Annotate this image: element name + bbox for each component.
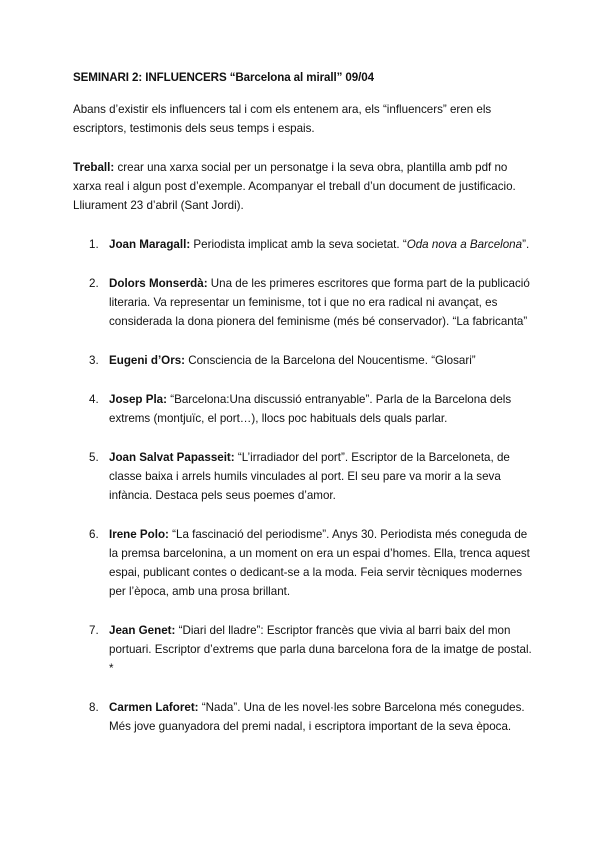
list-item-pla	[73, 390, 533, 428]
author-description: Una de les primeres escritores que forma part de la publicació literaria. Va representar un feminisme, tot i que no era radical ni avançat, es considerada la dona pionera del feminisme (més bé conservador). “La fabricanta”	[109, 277, 530, 328]
author-name: Eugeni d’Ors:	[109, 354, 186, 367]
list-item-papasseit	[73, 448, 533, 505]
list-number: 6.	[89, 528, 99, 541]
author-description: “Nada”. Una de les novel·les sobre Barcelona més conegudes. Més jove guanyadora del premi nadal, i escriptora important de la seva època.	[109, 701, 525, 733]
author-description: “Diari del lladre”: Escriptor francès que vivia al barri baix del mon portuari. Escriptor d’extrems que parla duna barcelona fora de la imatge de postal. *	[109, 624, 532, 675]
page-title: SEMINARI 2: INFLUENCERS “Barcelona al mirall” 09/04	[73, 71, 374, 84]
author-description: “L’irradiador del port”. Escriptor de la Barceloneta, de classe baixa i arrels humils vinculades al port. El seu pare va morir a la seva infància. Destaca pels seus poemes d’amor.	[109, 451, 510, 502]
author-name: Irene Polo:	[109, 528, 169, 541]
list-number: 1.	[89, 238, 99, 251]
list-number: 2.	[89, 277, 99, 290]
list-number: 4.	[89, 393, 99, 406]
author-name: Dolors Monserdà:	[109, 277, 208, 290]
author-name: Josep Pla:	[109, 393, 167, 406]
task-text: crear una xarxa social per un personatge i la seva obra, plantilla amb pdf no xarxa real i algun post d’exemple. Acompanyar el treball d’un document de justificacio. Lliurament 23 d’abril (Sant Jordi).	[73, 161, 516, 212]
author-description: Periodista implicat amb la seva societat. “	[190, 238, 407, 251]
list-number: 3.	[89, 354, 99, 367]
task-paragraph	[73, 158, 533, 215]
list-number: 7.	[89, 624, 99, 637]
list-item-genet	[73, 621, 533, 678]
task-label: Treball:	[73, 161, 115, 174]
author-description: “La fascinació del periodisme”. Anys 30. Periodista més coneguda de la premsa barcelonina, a un moment on era un espai d’homes. Ella, trenca aquest espai, publicant contes o dedicant-se a la moda. Feia servir tècniques modernes per l’època, amb una prosa brillant.	[109, 528, 530, 598]
author-name: Joan Salvat Papasseit:	[109, 451, 235, 464]
list-number: 8.	[89, 701, 99, 714]
author-description: Consciencia de la Barcelona del Noucentisme. “Glosari”	[185, 354, 476, 367]
document-page	[73, 68, 533, 756]
list-item-laforet	[73, 698, 533, 736]
list-number: 5.	[89, 451, 99, 464]
authors-list	[73, 235, 533, 736]
work-title: Oda nova a Barcelona	[406, 238, 523, 251]
list-item-polo	[73, 525, 533, 601]
list-item-monserda	[73, 274, 533, 331]
author-name: Carmen Laforet:	[109, 701, 199, 714]
list-item-dors	[73, 351, 533, 370]
author-description: “Barcelona:Una discussió entranyable”. Parla de la Barcelona dels extrems (montjuïc, el port…), llocs poc habituals dels quals parlar.	[109, 393, 512, 425]
intro-paragraph: Abans d’existir els influencers tal i com els entenem ara, els “influencers” eren els escriptors, testimonis dels seus temps i espais.	[73, 103, 492, 135]
list-item-maragall	[73, 235, 533, 254]
author-description-tail: ”.	[522, 238, 530, 251]
author-name: Jean Genet:	[109, 624, 176, 637]
author-name: Joan Maragall:	[109, 238, 191, 251]
